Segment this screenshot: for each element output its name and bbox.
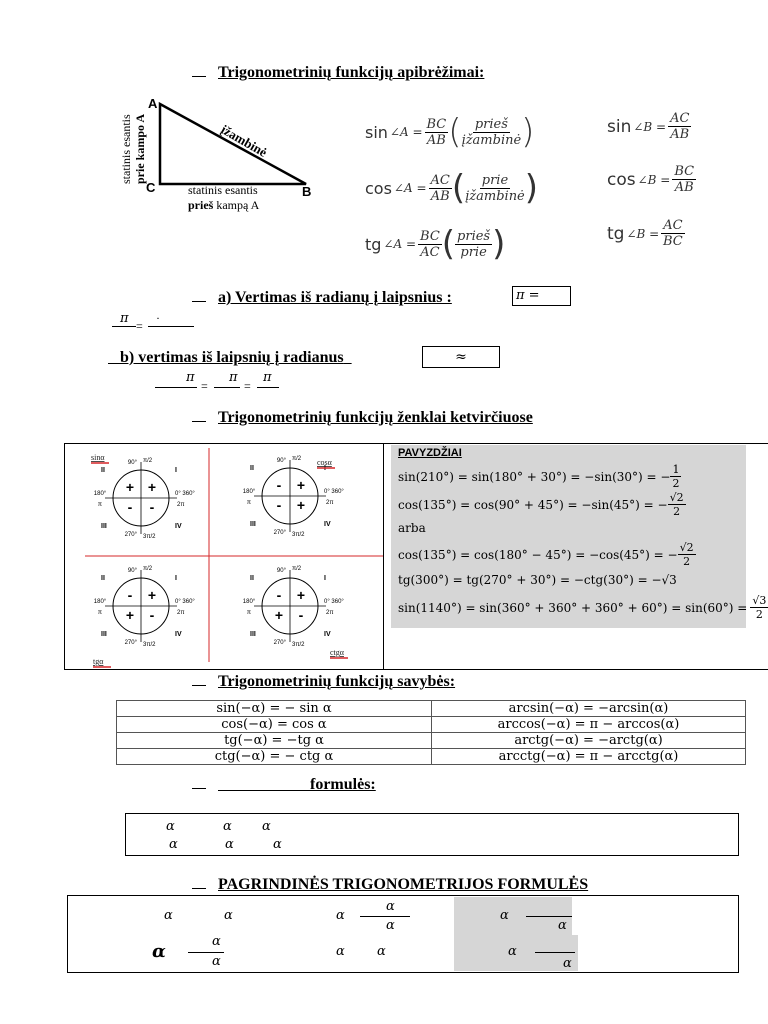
left-leg-label-2: prie kampo A [133, 113, 147, 184]
label-3pi-half: 3π/2 [292, 642, 305, 648]
hypotenuse-label: įžambinė [218, 121, 270, 160]
label-3pi-half: 3π/2 [292, 532, 305, 538]
label-3pi-half: 3π/2 [143, 642, 156, 648]
quadrant-label-iii: III [250, 631, 256, 638]
label-pi-half: π/2 [292, 566, 302, 572]
table-cell: cos(−α) = cos α [117, 717, 432, 733]
rad-to-deg-formula: π = · [112, 311, 202, 335]
quadrant-sign: - [276, 497, 282, 513]
quadrant-sign: - [149, 607, 155, 623]
quadrant-sign: + [296, 497, 306, 513]
label-pi: π [97, 502, 103, 508]
examples-title: PAVYZDŽIAI [398, 447, 462, 459]
properties-table [116, 700, 746, 765]
quadrant-sign: - [298, 607, 304, 623]
quadrant-sign: + [147, 587, 157, 603]
function-name-ctg: ctgα [330, 648, 344, 657]
table-cell: arccos(−α) = π − arccos(α) [432, 717, 746, 733]
quadrant-label-iii: III [250, 521, 256, 528]
label-2pi: 2π [326, 610, 334, 616]
quadrant-label-iii: III [101, 631, 107, 638]
main-formulas-box: α α α α α α α α α α α α α α [67, 895, 739, 973]
label-0-360: 0° 360° [324, 489, 344, 495]
quadrant-label-iv: IV [324, 631, 331, 638]
table-row [117, 701, 746, 717]
label-270: 270° [273, 530, 286, 536]
tg-a-definition: tg ∠A = $\frac{BC}{AC}$ ( $\frac{\text{prieš}}{\text{prie}}$ ) [365, 224, 506, 264]
label-pi-half: π/2 [143, 458, 153, 464]
example-arba: arba [398, 521, 426, 535]
quadrant-label-iv: IV [324, 521, 331, 528]
sin-a-definition: sin ∠A = $\frac{BC}{AB}$ ( $\frac{\text{prieš}}{\text{įžambinė}}$ ) [365, 112, 535, 152]
vertex-a: A [148, 96, 158, 111]
formulas-header: formulės: [192, 776, 376, 794]
label-90: 90° [127, 568, 137, 574]
table-cell: ctg(−α) = − ctg α [117, 749, 432, 765]
quadrant-sign: + [125, 607, 135, 623]
example-line-2: cos(135°) = cos(90° + 45°) = −sin(45°) = − $\frac{√2}{2}$ [398, 491, 684, 518]
right-triangle-diagram [108, 92, 323, 222]
label-180: 180° [242, 599, 256, 605]
quadrant-sign: + [274, 607, 284, 623]
table-cell: arcctg(−α) = π − arcctg(α) [432, 749, 746, 765]
label-2pi: 2π [177, 502, 185, 508]
left-leg-label-1: statinis esantis [119, 114, 133, 184]
sin-b-definition: sin ∠B = $\frac{AC}{AB}$ [607, 111, 690, 142]
label-2pi: 2π [177, 610, 185, 616]
quadrant-sign: + [296, 477, 306, 493]
label-180: 180° [93, 491, 107, 497]
quadrant-sign: + [296, 587, 306, 603]
bottom-leg-label-1: statinis esantis [188, 183, 258, 197]
label-180: 180° [242, 489, 256, 495]
quadrant-label-i: I [175, 467, 177, 474]
label-180: 180° [93, 599, 107, 605]
table-row [117, 717, 746, 733]
label-270: 270° [124, 532, 137, 538]
label-90: 90° [276, 458, 286, 464]
quadrant-label-iii: III [101, 523, 107, 530]
table-cell: arctg(−α) = −arctg(α) [432, 733, 746, 749]
quadrant-sign: - [276, 477, 282, 493]
label-0-360: 0° 360° [175, 491, 195, 497]
function-name-sin: sinα [91, 453, 105, 462]
quadrant-label-ii: II [101, 575, 105, 582]
label-pi-half: π/2 [292, 456, 302, 462]
table-cell: tg(−α) = −tg α [117, 733, 432, 749]
vertex-c: C [146, 180, 156, 195]
label-0-360: 0° 360° [324, 599, 344, 605]
tg-b-definition: tg ∠B = $\frac{AC}{BC}$ [607, 218, 683, 249]
table-row [117, 749, 746, 765]
quadrant-diagrams [65, 444, 383, 669]
quadrant-label-iv: IV [175, 631, 182, 638]
label-90: 90° [276, 568, 286, 574]
label-270: 270° [273, 640, 286, 646]
example-line-1: sin(210°) = sin(180° + 30°) = −sin(30°) = − $\frac{1}{2}$ [398, 463, 680, 490]
example-line-3: cos(135°) = cos(180° − 45°) = −cos(45°) = − $\frac{√2}{2}$ [398, 541, 694, 568]
properties-header: Trigonometrinių funkcijų savybės: [192, 673, 455, 691]
triangle-shape [160, 104, 306, 184]
quadrant-label-ii: II [101, 467, 105, 474]
quadrant-label-iv: IV [175, 523, 182, 530]
cos-a-definition: cos ∠A = $\frac{AC}{AB}$ ( $\frac{\text{prie}}{\text{įžambinė}}$ ) [365, 168, 539, 208]
label-pi: π [246, 500, 252, 506]
main-formulas-header: PAGRINDINĖS TRIGONOMETRIJOS FORMULĖS [192, 876, 588, 894]
label-pi: π [97, 610, 103, 616]
quadrant-sign: - [127, 499, 133, 515]
formulas-box: α α α α α α [125, 813, 739, 856]
table-row [117, 733, 746, 749]
quadrant-sign: + [147, 479, 157, 495]
label-pi: π [246, 610, 252, 616]
vertex-b: B [302, 184, 312, 199]
table-cell: arcsin(−α) = −arcsin(α) [432, 701, 746, 717]
label-0-360: 0° 360° [175, 599, 195, 605]
label-270: 270° [124, 640, 137, 646]
quadrant-sign: - [149, 499, 155, 515]
quadrant-label-ii: II [250, 465, 254, 472]
label-90: 90° [127, 460, 137, 466]
function-name-cos: cosα [317, 458, 332, 467]
bottom-leg-label-2: prieš kampą A [188, 198, 260, 212]
label-3pi-half: 3π/2 [143, 534, 156, 540]
label-2pi: 2π [326, 500, 334, 506]
approx-value-box[interactable]: ≈ [422, 346, 500, 368]
cos-b-definition: cos ∠B = $\frac{BC}{AB}$ [607, 164, 695, 195]
example-line-4: tg(300°) = tg(270° + 30°) = −ctg(30°) = −√3 [398, 573, 677, 587]
quadrant-sign: - [276, 587, 282, 603]
examples-box [391, 445, 767, 628]
pi-value-box[interactable]: π = [512, 286, 571, 306]
quadrant-label-i: I [324, 575, 326, 582]
example-line-5: sin(1140°) = sin(360° + 360° + 360° + 60°) = sin(60°) = $\frac{√3}{2}$ [398, 594, 767, 621]
deg-to-rad-header: b) vertimas iš laipsnių į radianus [120, 349, 344, 366]
table-cell: sin(−α) = − sin α [117, 701, 432, 717]
definitions-header: Trigonometrinių funkcijų apibrėžimai: [192, 64, 484, 82]
label-pi-half: π/2 [143, 566, 153, 572]
rad-to-deg-header: a) Vertimas iš radianų į laipsnius : [192, 289, 452, 307]
signs-header: Trigonometrinių funkcijų ženklai ketvirčiuose [192, 409, 533, 427]
deg-to-rad-formula: π = π = π [155, 370, 285, 396]
quadrant-label-ii: II [250, 575, 254, 582]
quadrant-sign: + [125, 479, 135, 495]
quadrant-label-i: I [175, 575, 177, 582]
quadrant-sign: - [127, 587, 133, 603]
function-name-tg: tgα [93, 657, 104, 666]
